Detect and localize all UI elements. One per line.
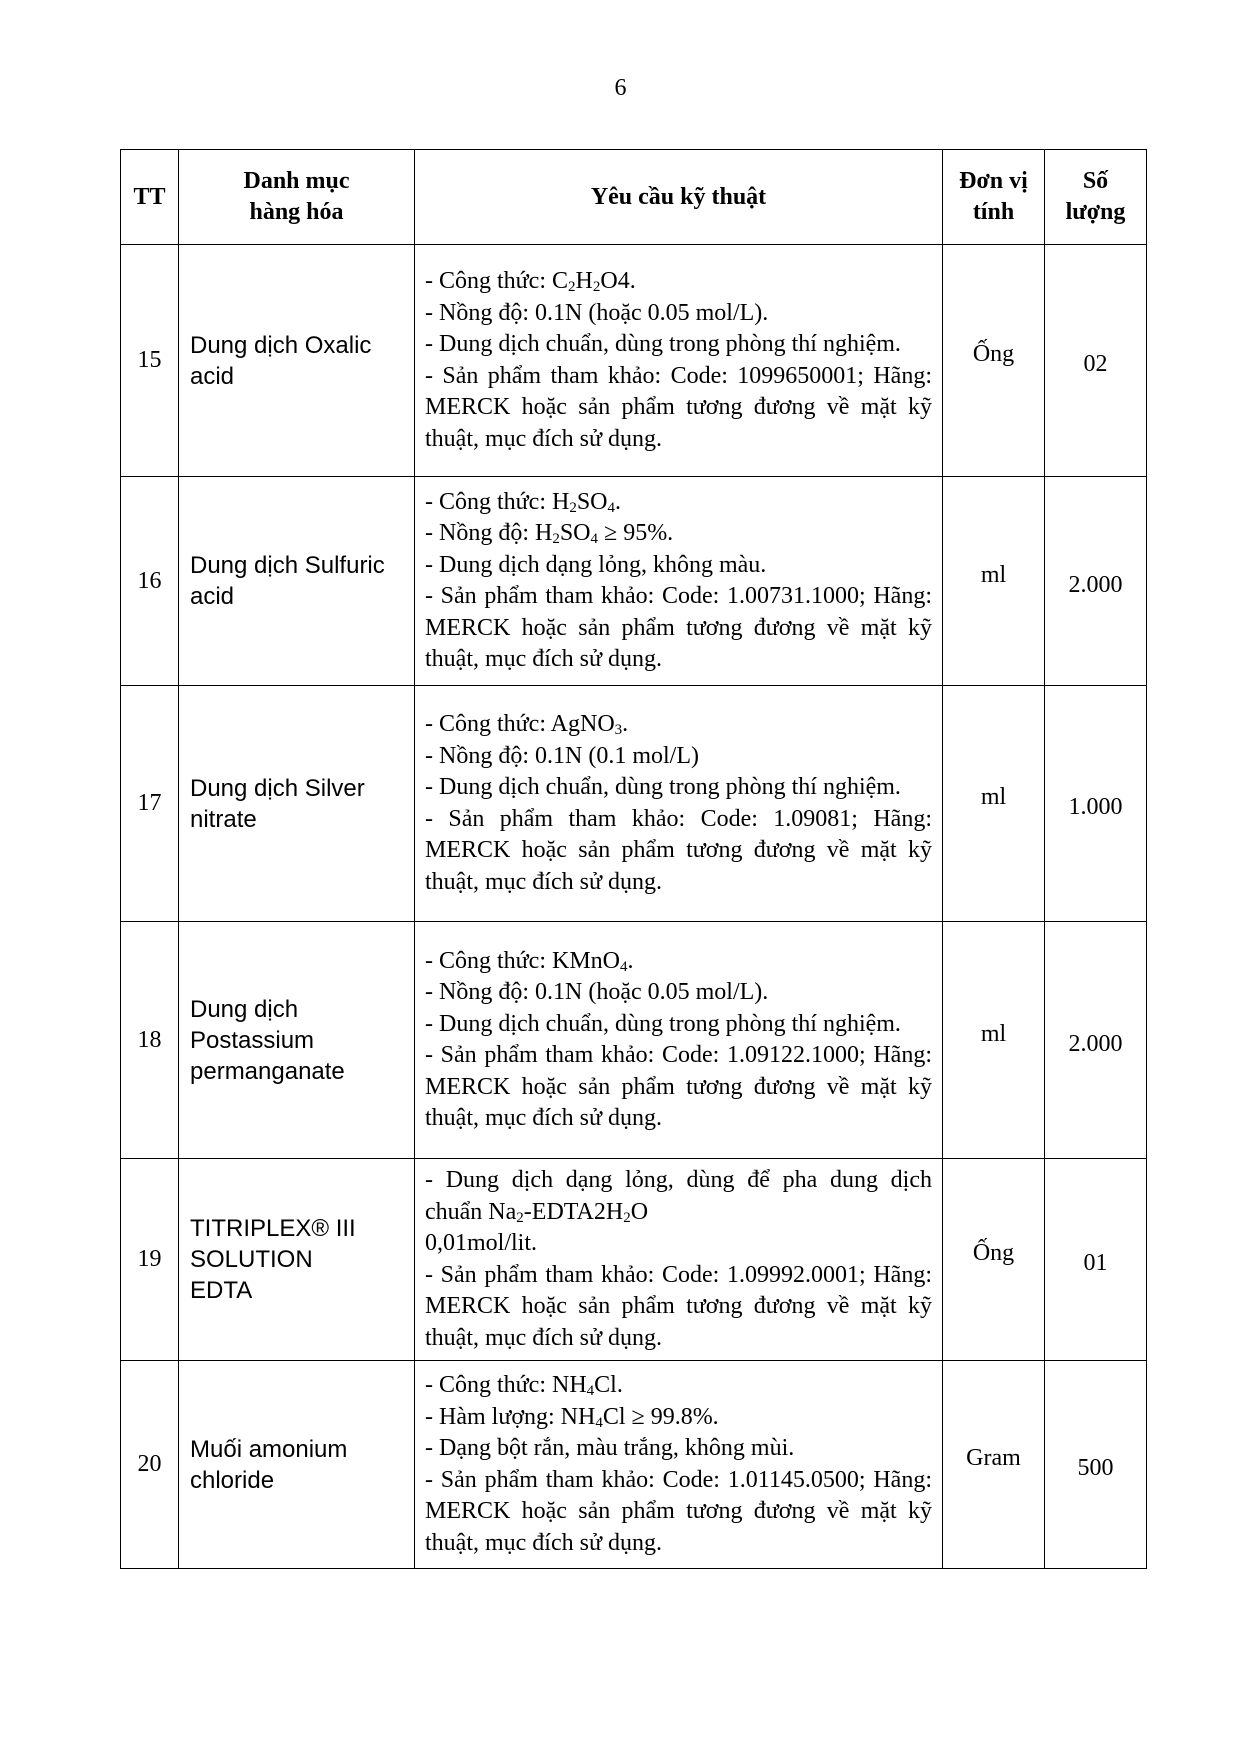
- requirement-line: [425, 1165, 932, 1228]
- quantity-cell: [1045, 245, 1147, 477]
- requirement-text: - Công thức: AgNO: [425, 711, 615, 737]
- subscript: 2: [569, 499, 577, 516]
- quantity-cell: [1045, 1361, 1147, 1569]
- quantity-cell: [1045, 1159, 1147, 1361]
- requirement-line: [425, 772, 932, 804]
- item-name-line: Muối amonium: [190, 1435, 348, 1463]
- requirement-line: [425, 1260, 932, 1355]
- subscript: 4: [595, 1414, 603, 1431]
- requirements-list: [415, 705, 942, 902]
- requirement-text: - Sản phẩm tham khảo: Code: 1.01145.0500; Hãng: MERCK hoặc sản phẩm tương đương về mặt kỹ thuật, mục đích sử dụng.: [425, 1466, 932, 1556]
- row-number: 18: [137, 1026, 162, 1053]
- quantity-value: 500: [1077, 1455, 1114, 1481]
- item-name-cell: [179, 245, 415, 477]
- requirement-text: - Công thức: C: [425, 268, 569, 294]
- requirements-cell: [415, 477, 943, 686]
- requirement-line: [425, 1228, 932, 1260]
- quantity-cell: [1045, 922, 1147, 1159]
- requirement-text: - Nồng độ: 0.1N (hoặc 0.05 mol/L).: [425, 979, 769, 1005]
- item-name-cell: [179, 477, 415, 686]
- requirement-text: - Nồng độ: 0.1N (0.1 mol/L): [425, 742, 699, 769]
- requirement-line: [425, 1370, 932, 1402]
- requirement-text: .: [615, 488, 622, 515]
- subscript: 2: [552, 531, 560, 547]
- table-body: [121, 245, 1147, 1569]
- item-name: [179, 994, 414, 1087]
- header-name-line2: hàng hóa: [249, 199, 344, 225]
- requirement-text: SO: [559, 520, 591, 546]
- requirement-text: - Sản phẩm tham khảo: Code: 1.09081; Hãng: MERCK hoặc sản phẩm tương đương về mặt kỹ thuật, mục đích sử dụng.: [425, 805, 932, 895]
- quantity-value: 1.000: [1068, 794, 1123, 820]
- row-number-cell: [121, 1159, 179, 1361]
- subscript: 2: [516, 1209, 524, 1226]
- unit-value: ml: [980, 784, 1007, 810]
- requirement-text: 0,01mol/lit.: [425, 1230, 538, 1256]
- subscript: 4: [620, 958, 628, 975]
- requirement-text: - Dung dịch chuẩn, dùng trong phòng thí nghiệm.: [425, 1010, 901, 1037]
- unit-cell: [943, 1361, 1045, 1569]
- header-tt-label: TT: [133, 183, 166, 210]
- requirement-line: [425, 266, 932, 298]
- requirement-text: Cl.: [594, 1372, 623, 1398]
- requirement-line: [425, 804, 932, 899]
- requirement-text: ≥ 95%.: [598, 520, 674, 546]
- requirement-text: - Dung dịch chuẩn, dùng trong phòng thí nghiệm.: [425, 331, 901, 357]
- requirement-line: [425, 487, 932, 519]
- requirement-text: - Sản phẩm tham khảo: Code: 1099650001; Hãng: MERCK hoặc sản phẩm tương đương về mặt kỹ thuật, mục đích sử dụng.: [425, 362, 932, 452]
- requirement-text: - Dạng bột rắn, màu trắng, không mùi.: [425, 1435, 795, 1461]
- header-requirements: [415, 150, 943, 245]
- quantity-value: 02: [1083, 351, 1108, 377]
- subscript: 2: [568, 279, 576, 295]
- requirement-line: [425, 1009, 932, 1041]
- requirement-line: [425, 298, 932, 330]
- row-number: 20: [137, 1451, 162, 1477]
- item-name-line: Dung dịch Oxalic: [190, 331, 372, 359]
- subscript: 4: [590, 531, 599, 547]
- quantity-value: 01: [1083, 1250, 1108, 1276]
- requirement-text: .: [622, 711, 629, 737]
- subscript: 4: [586, 1383, 595, 1399]
- row-number-cell: [121, 245, 179, 477]
- item-name-line: Postassium: [190, 1026, 315, 1054]
- requirement-line: [425, 946, 932, 978]
- item-name-line: Dung dịch Silver: [190, 774, 365, 802]
- table-row: [121, 1361, 1147, 1569]
- requirement-text: - Sản phẩm tham khảo: Code: 1.09122.1000; Hãng: MERCK hoặc sản phẩm tương đương về mặt kỹ thuật, mục đích sử dụng.: [425, 1042, 932, 1131]
- item-name: [179, 1213, 414, 1306]
- requirement-line: [425, 1040, 932, 1135]
- header-qty-line1: Số: [1082, 168, 1109, 194]
- item-name-line: Dung dịch Sulfuric: [190, 552, 385, 579]
- quantity-value: 2.000: [1068, 571, 1123, 598]
- header-qty-line2: lượng: [1065, 199, 1126, 225]
- requirements-list: [415, 483, 942, 680]
- subscript: 2: [592, 279, 601, 295]
- header-requirements-label: Yêu cầu kỹ thuật: [590, 183, 767, 210]
- item-name-line: EDTA: [190, 1277, 253, 1304]
- requirements-list: [415, 1366, 942, 1563]
- requirement-text: - Dung dịch chuẩn, dùng trong phòng thí nghiệm.: [425, 774, 901, 800]
- technical-spec-table: [120, 149, 1147, 1569]
- item-name: [179, 1434, 414, 1496]
- requirement-line: [425, 518, 932, 550]
- requirement-text: - Dung dịch dạng lỏng, không màu.: [425, 551, 767, 578]
- page-number: 6: [614, 75, 627, 101]
- requirement-text: H: [575, 268, 593, 294]
- requirements-list: [415, 262, 942, 459]
- header-name-line1: Danh mục: [243, 168, 350, 194]
- header-unit-line2: tính: [972, 199, 1015, 225]
- header-tt: [121, 150, 179, 245]
- subscript: 4: [607, 499, 616, 516]
- table-row: [121, 1159, 1147, 1361]
- requirement-text: O: [630, 1198, 649, 1225]
- quantity-value: 2.000: [1068, 1030, 1123, 1057]
- unit-value: ml: [980, 561, 1007, 588]
- requirement-line: [425, 1433, 932, 1465]
- item-name-line: Dung dịch: [190, 995, 299, 1023]
- header-row: [121, 150, 1147, 245]
- requirement-text: - Nồng độ: H: [425, 520, 553, 546]
- item-name-cell: [179, 922, 415, 1159]
- requirement-text: Cl ≥ 99.8%.: [602, 1403, 719, 1430]
- row-number: 19: [137, 1246, 162, 1272]
- row-number-cell: [121, 922, 179, 1159]
- requirement-text: O4.: [600, 268, 636, 294]
- requirement-text: - Sản phẩm tham khảo: Code: 1.00731.1000; Hãng: MERCK hoặc sản phẩm tương đương về mặt kỹ thuật, mục đích sử dụng.: [425, 583, 932, 672]
- item-name-line: chloride: [190, 1466, 275, 1494]
- row-number: 15: [137, 347, 162, 373]
- table-row: [121, 686, 1147, 922]
- unit-cell: [943, 477, 1045, 686]
- requirement-line: [425, 329, 932, 361]
- requirements-cell: [415, 922, 943, 1159]
- requirements-cell: [415, 686, 943, 922]
- item-name-line: permanganate: [190, 1057, 345, 1085]
- item-name-line: nitrate: [190, 805, 257, 833]
- requirement-text: -EDTA2H: [523, 1198, 624, 1225]
- table-row: [121, 477, 1147, 686]
- requirement-text: - Công thức: NH: [425, 1372, 587, 1398]
- item-name-line: acid: [190, 362, 235, 390]
- table-row: [121, 922, 1147, 1159]
- item-name-cell: [179, 1361, 415, 1569]
- row-number: 16: [137, 567, 162, 594]
- unit-cell: [943, 922, 1045, 1159]
- unit-value: ml: [980, 1020, 1007, 1047]
- unit-value: Ống: [972, 1240, 1015, 1266]
- requirement-line: [425, 361, 932, 456]
- requirement-text: - Sản phẩm tham khảo: Code: 1.09992.0001; Hãng: MERCK hoặc sản phẩm tương đương về mặt kỹ thuật, mục đích sử dụng.: [425, 1261, 932, 1351]
- item-name: [179, 550, 414, 612]
- requirement-line: [425, 977, 932, 1009]
- quantity-cell: [1045, 686, 1147, 922]
- requirement-text: - Công thức: KMnO: [425, 947, 620, 974]
- header-unit-line1: Đơn vị: [959, 168, 1028, 194]
- requirements-cell: [415, 1361, 943, 1569]
- requirement-line: [425, 581, 932, 676]
- requirements-cell: [415, 245, 943, 477]
- table-header: [121, 150, 1147, 245]
- requirement-line: [425, 1402, 932, 1434]
- requirement-text: SO: [576, 488, 608, 515]
- requirement-line: [425, 709, 932, 741]
- requirement-text: - Nồng độ: 0.1N (hoặc 0.05 mol/L).: [425, 299, 769, 326]
- item-name-line: acid: [190, 583, 235, 610]
- unit-cell: [943, 1159, 1045, 1361]
- item-name: [179, 773, 414, 835]
- subscript: 2: [623, 1209, 631, 1226]
- item-name-line: SOLUTION: [190, 1246, 313, 1273]
- row-number-cell: [121, 686, 179, 922]
- table-row: [121, 245, 1147, 477]
- subscript: 3: [614, 722, 623, 738]
- requirements-cell: [415, 1159, 943, 1361]
- unit-value: Gram: [966, 1445, 1021, 1471]
- requirement-line: [425, 550, 932, 582]
- requirement-text: - Công thức: H: [425, 488, 570, 515]
- item-name-cell: [179, 686, 415, 922]
- requirements-list: [415, 942, 942, 1139]
- requirements-list: [415, 1161, 942, 1358]
- requirement-text: .: [627, 947, 634, 974]
- requirement-text: - Dung dịch dạng lỏng, dùng để pha dung dịch chuẩn Na: [425, 1167, 932, 1225]
- header-qty: [1045, 150, 1147, 245]
- header-name: [179, 150, 415, 245]
- row-number: 17: [137, 790, 162, 816]
- requirement-line: [425, 1465, 932, 1560]
- row-number-cell: [121, 1361, 179, 1569]
- item-name-cell: [179, 1159, 415, 1361]
- quantity-cell: [1045, 477, 1147, 686]
- unit-cell: [943, 686, 1045, 922]
- requirement-line: [425, 741, 932, 773]
- item-name: [179, 330, 414, 392]
- unit-value: Ống: [972, 341, 1015, 367]
- requirement-text: - Hàm lượng: NH: [425, 1403, 596, 1430]
- row-number-cell: [121, 477, 179, 686]
- header-unit: [943, 150, 1045, 245]
- unit-cell: [943, 245, 1045, 477]
- item-name-line: TITRIPLEX® III: [190, 1215, 356, 1242]
